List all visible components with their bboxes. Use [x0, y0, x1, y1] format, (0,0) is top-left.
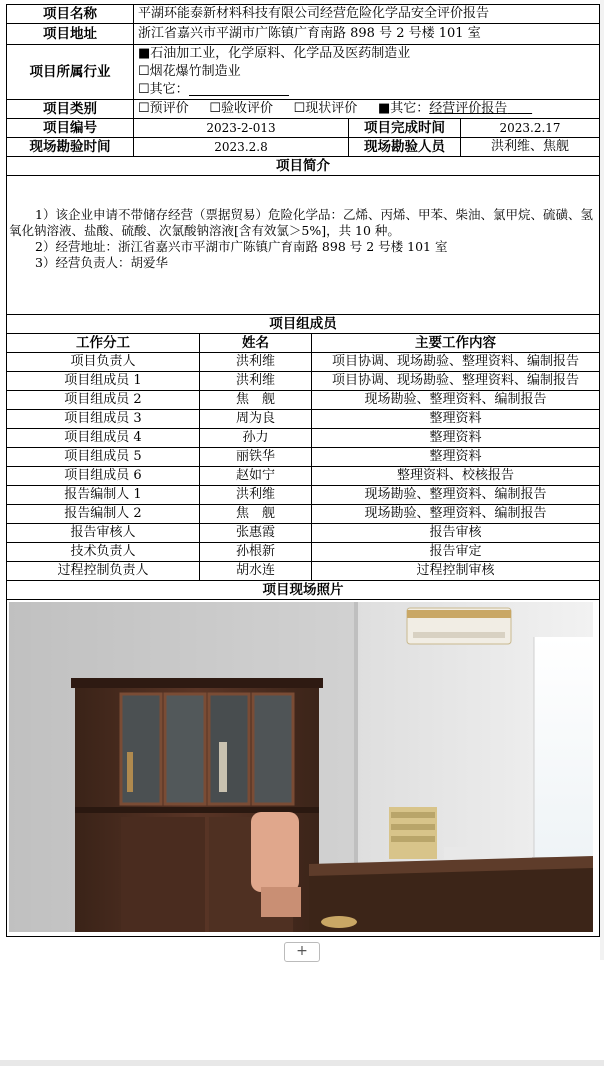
type-option-other: ■其它：: [377, 101, 430, 116]
team-row: [7, 391, 600, 410]
team-member-name: 孙力: [200, 429, 312, 448]
team-role: 项目组成员 5: [7, 448, 200, 467]
photo-title: 项目现场照片: [7, 581, 600, 600]
project-name-label: 项目名称: [7, 5, 134, 24]
type-option-pre: ☐预评价: [138, 101, 189, 116]
finish-time-label: 项目完成时间: [349, 119, 461, 138]
team-role: 报告编制人 1: [7, 486, 200, 505]
photo-cell: [7, 600, 600, 937]
team-member-name: 赵如宁: [200, 467, 312, 486]
team-duty: 整理资料: [312, 448, 600, 467]
horizontal-scrollbar[interactable]: [0, 1060, 604, 1066]
team-table: [6, 333, 600, 937]
project-code-value: 2023-2-013: [134, 119, 349, 138]
project-type-options: [134, 100, 600, 119]
team-row: [7, 448, 600, 467]
finish-time-value: 2023.2.17: [461, 119, 600, 138]
team-header-name: 姓名: [200, 334, 312, 353]
team-role: 项目组成员 3: [7, 410, 200, 429]
team-role: 过程控制负责人: [7, 562, 200, 581]
team-row: [7, 562, 600, 581]
survey-time-label: 现场勘验时间: [7, 138, 134, 157]
type-other-value: 经营评价报告: [429, 101, 508, 116]
team-row: [7, 410, 600, 429]
industry-option-petrochemical: ■石油加工业，化学原料、化学品及医药制造业: [138, 46, 411, 61]
team-role: 项目组成员 6: [7, 467, 200, 486]
team-role: 项目负责人: [7, 353, 200, 372]
team-duty: 报告审核: [312, 524, 600, 543]
project-code-label: 项目编号: [7, 119, 134, 138]
team-row: [7, 524, 600, 543]
team-duty: 项目协调、现场勘验、整理资料、编制报告: [312, 372, 600, 391]
intro-line-2: 2）经营地址：浙江省嘉兴市平湖市广陈镇广育南路 898 号 2 号楼 101 室: [35, 239, 448, 254]
team-member-name: 洪利维: [200, 353, 312, 372]
team-row: [7, 372, 600, 391]
team-role: 报告编制人 2: [7, 505, 200, 524]
team-row: [7, 429, 600, 448]
site-photo: [9, 602, 593, 932]
team-role: 项目组成员 1: [7, 372, 200, 391]
team-member-name: 焦 舰: [200, 391, 312, 410]
team-duty: 过程控制审核: [312, 562, 600, 581]
info-table: [6, 4, 600, 334]
intro-body: [7, 176, 600, 315]
team-header-duty: 主要工作内容: [312, 334, 600, 353]
team-member-name: 胡水连: [200, 562, 312, 581]
team-member-name: 焦 舰: [200, 505, 312, 524]
team-member-name: 丽铁华: [200, 448, 312, 467]
survey-staff-label: 现场勘验人员: [349, 138, 461, 157]
team-row: [7, 486, 600, 505]
team-row: [7, 543, 600, 562]
team-duty: 整理资料: [312, 429, 600, 448]
vertical-scrollbar[interactable]: [600, 0, 604, 960]
intro-title: 项目简介: [7, 157, 600, 176]
team-member-name: 张惠霞: [200, 524, 312, 543]
team-duty: 现场勘验、整理资料、编制报告: [312, 505, 600, 524]
team-member-name: 洪利维: [200, 372, 312, 391]
team-role: 报告审核人: [7, 524, 200, 543]
team-title: 项目组成员: [7, 315, 600, 334]
report-page: [6, 4, 599, 937]
intro-line-3: 3）经营负责人：胡爱华: [35, 255, 168, 270]
team-member-name: 洪利维: [200, 486, 312, 505]
team-row: [7, 353, 600, 372]
team-duty: 现场勘验、整理资料、编制报告: [312, 486, 600, 505]
project-address-value: 浙江省嘉兴市平湖市广陈镇广育南路 898 号 2 号楼 101 室: [134, 24, 600, 45]
team-role: 项目组成员 4: [7, 429, 200, 448]
team-row: [7, 505, 600, 524]
intro-line-1: 1）该企业申请不带储存经营（票据贸易）危险化学品：乙烯、丙烯、甲苯、柴油、氯甲烷、硫磺、氢氧化钠溶液、盐酸、硫酸、次氯酸钠溶液[含有效氯＞5%]，共 10 种。: [9, 207, 593, 238]
survey-staff-value: 洪利维、焦舰: [461, 138, 600, 157]
team-duty: 项目协调、现场勘验、整理资料、编制报告: [312, 353, 600, 372]
office-photo-illustration: [9, 602, 593, 932]
team-member-name: 孙根新: [200, 543, 312, 562]
type-option-acceptance: ☐验收评价: [209, 101, 273, 116]
project-name-value: 平湖环能泰新材料科技有限公司经营危险化学品安全评价报告: [134, 5, 600, 24]
team-duty: 现场勘验、整理资料、编制报告: [312, 391, 600, 410]
team-rows: [7, 353, 600, 581]
team-role: 项目组成员 2: [7, 391, 200, 410]
project-industry-label: 项目所属行业: [7, 45, 134, 100]
team-header-role: 工作分工: [7, 334, 200, 353]
team-duty: 整理资料: [312, 410, 600, 429]
survey-time-value: 2023.2.8: [134, 138, 349, 157]
team-row: [7, 467, 600, 486]
project-type-label: 项目类别: [7, 100, 134, 119]
zoom-in-button[interactable]: +: [284, 942, 320, 962]
team-role: 技术负责人: [7, 543, 200, 562]
team-duty: 整理资料、校核报告: [312, 467, 600, 486]
type-option-status: ☐现状评价: [293, 101, 358, 116]
industry-option-other: ☐其它：: [138, 81, 596, 99]
project-industry-options: [134, 45, 600, 100]
industry-option-fireworks: ☐烟花爆竹制造业: [138, 64, 241, 79]
team-duty: 报告审定: [312, 543, 600, 562]
project-address-label: 项目地址: [7, 24, 134, 45]
team-member-name: 周为良: [200, 410, 312, 429]
